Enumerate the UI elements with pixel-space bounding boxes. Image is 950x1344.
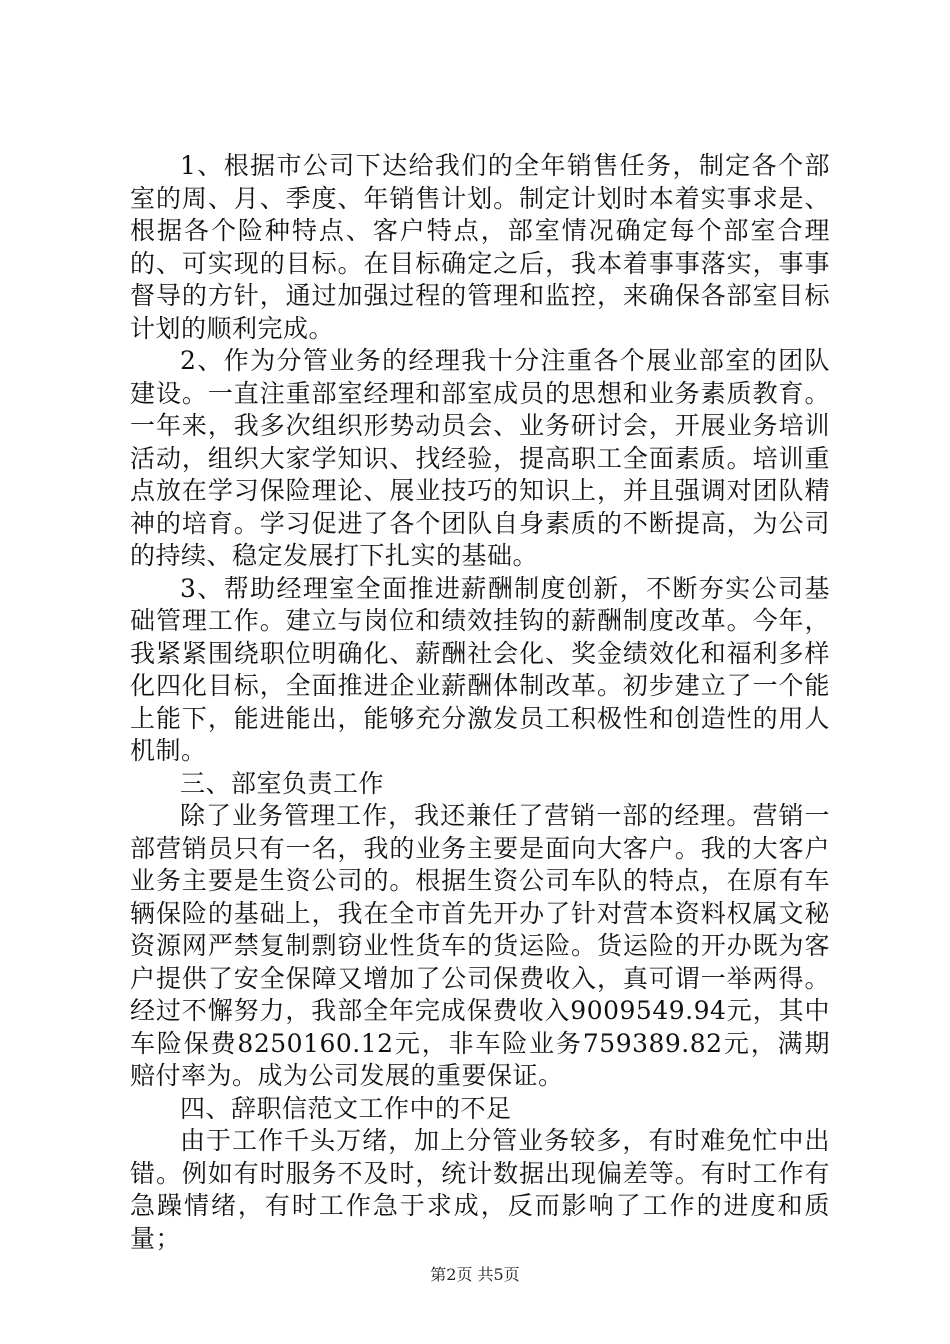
paragraph-2: 2、作为分管业务的经理我十分注重各个展业部室的团队建设。一直注重部室经理和部室成员的思想和业务素质教育。一年来，我多次组织形势动员会、业务研讨会，开展业务培训活动，组织大家学知识、找经验，提高职工全面素质。培训重点放在学习保险理论、展业技巧的知识上，并且强调对团队精神的培育。学习促进了各个团队自身素质的不断提高，为公司的持续、稳定发展打下扎实的基础。 xyxy=(130,346,830,570)
paragraph-1: 1、根据市公司下达给我们的全年销售任务，制定各个部室的周、月、季度、年销售计划。制定计划时本着实事求是、根据各个险种特点、客户特点，部室情况确定每个部室合理的、可实现的目标。在目标确定之后，我本着事事落实，事事督导的方针，通过加强过程的管理和监控，来确保各部室目标计划的顺利完成。 xyxy=(130,151,830,343)
document-body xyxy=(130,150,830,1255)
paragraph-4: 除了业务管理工作，我还兼任了营销一部的经理。营销一部营销员只有一名，我的业务主要是面向大客户。我的大客户业务主要是生资公司的。根据生资公司车队的特点，在原有车辆保险的基础上，我在全市首先开办了针对营本资料权属文秘资源网严禁复制剽窃业性货车的货运险。货运险的开办既为客户提供了安全保障又增加了公司保费收入，真可谓一举两得。经过不懈努力，我部全年完成保费收入9009549.94元，其中车险保费8250160.12元，非车险业务759389.82元，满期赔付率为。成为公司发展的重要保证。 xyxy=(130,801,830,1090)
paragraph-5: 由于工作千头万绪，加上分管业务较多，有时难免忙中出错。例如有时服务不及时，统计数据出现偏差等。有时工作有急躁情绪，有时工作急于求成，反而影响了工作的进度和质量； xyxy=(130,1126,830,1253)
page-footer: 第2页 共5页 xyxy=(430,1265,520,1284)
paragraph-3: 3、帮助经理室全面推进薪酬制度创新，不断夯实公司基础管理工作。建立与岗位和绩效挂钩的薪酬制度改革。今年，我紧紧围绕职位明确化、薪酬社会化、奖金绩效化和福利多样化四化目标，全面推进企业薪酬体制改革。初步建立了一个能上能下，能进能出，能够充分激发员工积极性和创造性的用人机制。 xyxy=(130,573,830,765)
section-heading-3: 三、部室负责工作 xyxy=(180,768,385,798)
section-heading-4: 四、辞职信范文工作中的不足 xyxy=(180,1093,512,1123)
